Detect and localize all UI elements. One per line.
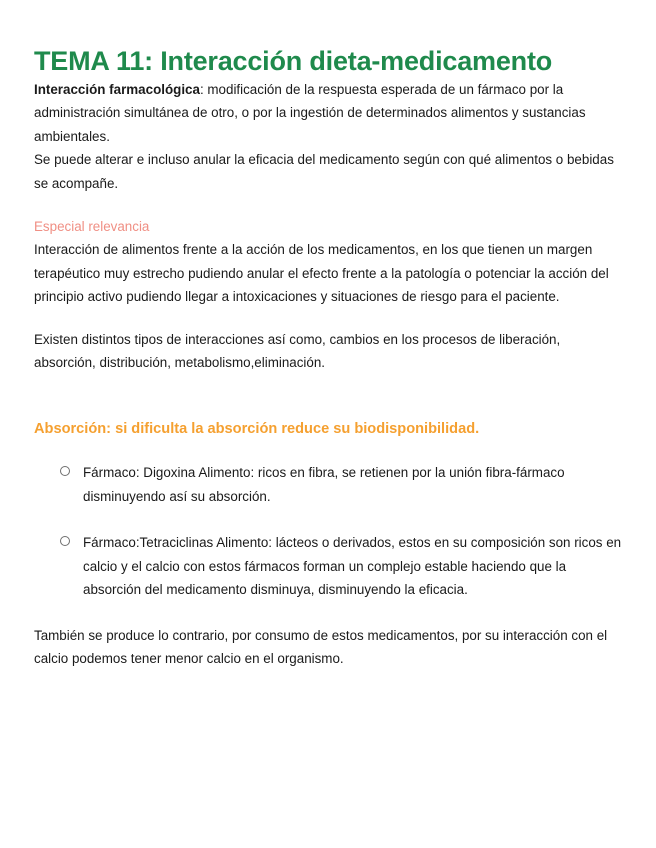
interaction-types-paragraph: Existen distintos tipos de interacciones así como, cambios en los procesos de liberación, absorción, distribución, metabolismo,eliminación. <box>34 331 561 371</box>
hollow-circle-bullet-icon <box>60 466 70 476</box>
list-item <box>34 531 624 601</box>
relevance-paragraph: Interacción de alimentos frente a la acción de los medicamentos, en los que tienen un margen terapéutico muy estrecho pudiendo anular el efecto frente a la patología o potenciar la acción del principio activo pudiendo llegar a intoxicaciones y situaciones de riesgo para el paciente. <box>34 242 609 305</box>
hollow-circle-bullet-icon <box>60 536 70 546</box>
absorption-heading: Absorción: si dificulta la absorción reduce su biodisponibilidad. <box>34 421 480 438</box>
closing-paragraph: También se produce lo contrario, por consumo de estos medicamentos, por su interacción con el calcio podemos tener menor calcio en el organismo. <box>34 627 608 666</box>
spacer <box>34 374 624 417</box>
document-page <box>34 44 624 670</box>
spacer <box>34 441 624 461</box>
list-item <box>34 461 624 508</box>
spacer <box>34 602 624 624</box>
list-item-text: Fármaco: Digoxina Alimento: ricos en fibra, se retienen por la unión fibra-fármaco disminuyendo así su absorción. <box>83 465 565 504</box>
page-title: TEMA 11: Interacción dieta-medicamento <box>34 46 553 76</box>
spacer <box>34 508 624 531</box>
intro-term: Interacción farmacológica <box>34 82 200 97</box>
spacer <box>34 309 624 328</box>
intro-note: Se puede alterar e incluso anular la eficacia del medicamento según con qué alimentos o bebidas se acompañe. <box>34 152 614 191</box>
absorption-list <box>34 461 624 601</box>
spacer <box>34 195 624 215</box>
list-item-text: Fármaco:Tetraciclinas Alimento: lácteos o derivados, estos en su composición son ricos en calcio y el calcio con estos fármacos forman un complejo estable haciendo que la absorción del medicamento disminuya, disminuyendo la eficacia. <box>83 535 622 598</box>
relevance-label: Especial relevancia <box>34 219 150 235</box>
intro-definition: : modificación de la respuesta esperada de un fármaco por la administración simultánea de otro, o por la ingestión de determinados alimentos y sustancias ambientales. <box>34 82 586 144</box>
intro-paragraph <box>34 78 624 148</box>
